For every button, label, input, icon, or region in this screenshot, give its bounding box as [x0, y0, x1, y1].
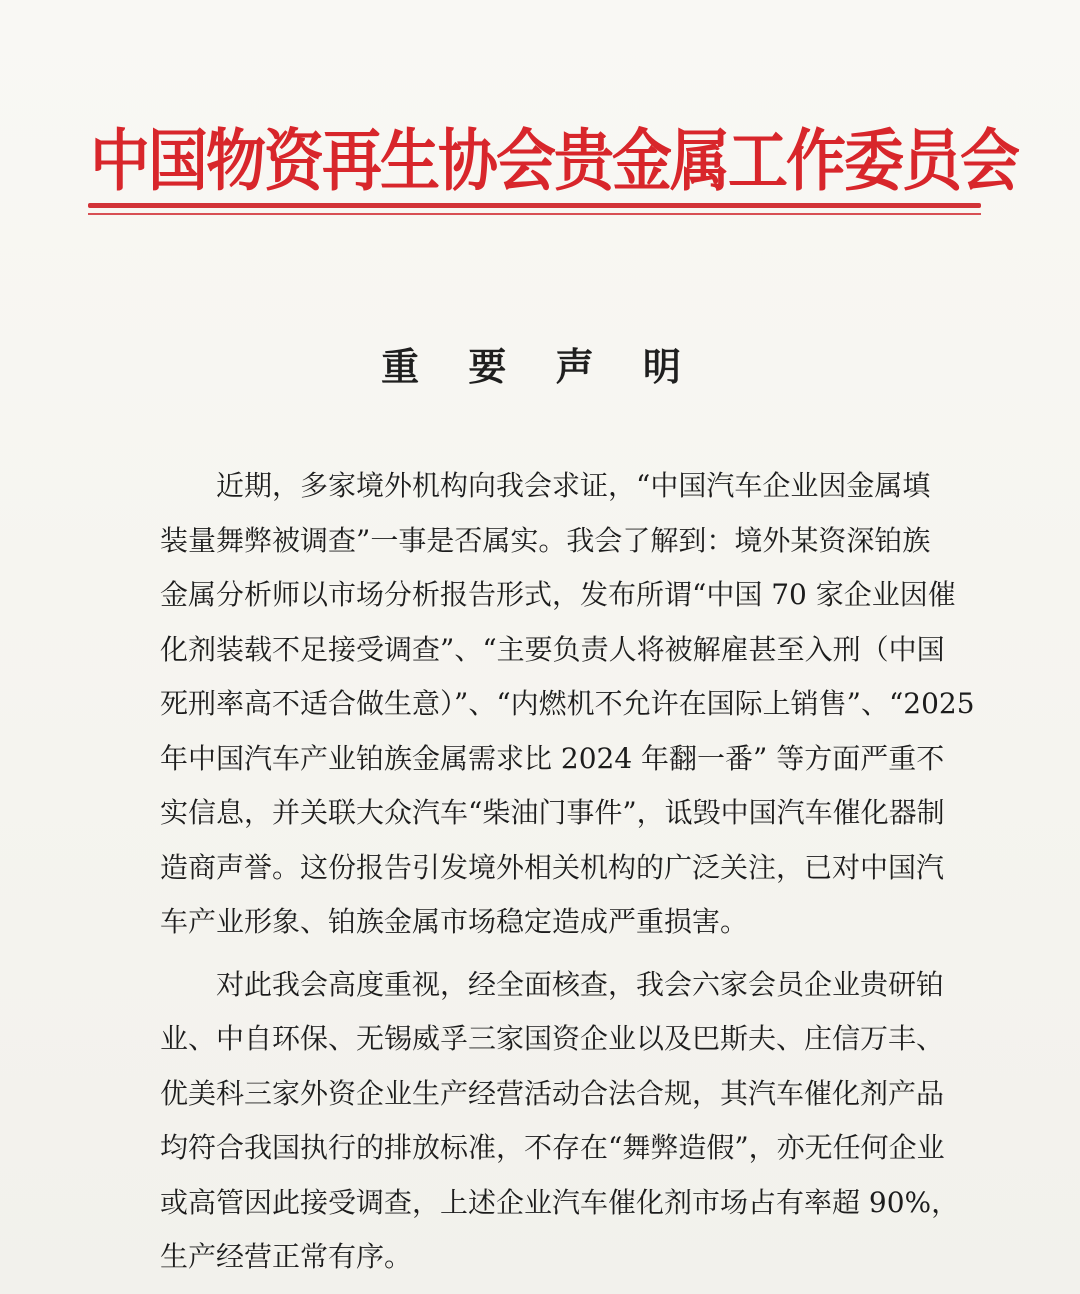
paragraph-line: 装量舞弊被调查”一事是否属实。我会了解到：境外某资深铂族 [160, 523, 931, 557]
paragraph-line: 年中国汽车产业铂族金属需求比 2024 年翻一番” 等方面严重不 [160, 741, 945, 775]
document-body [160, 459, 975, 1285]
letterhead-rule-thick [88, 203, 981, 208]
paragraph-line: 业、中自环保、无锡威孚三家国资企业以及巴斯夫、庄信万丰、 [160, 1022, 945, 1055]
paragraph-line: 或高管因此接受调查，上述企业汽车催化剂市场占有率超 90%， [160, 1185, 960, 1219]
paragraph-2 [160, 958, 960, 1285]
paragraph-1 [160, 459, 975, 950]
paragraph-line: 金属分析师以市场分析报告形式，发布所谓“中国 70 家企业因催 [160, 578, 956, 611]
paragraph-line: 车产业形象、铂族金属市场稳定造成严重损害。 [160, 905, 749, 938]
paragraph-line: 化剂装载不足接受调查”、“主要负责人将被解雇甚至入刑（中国 [160, 632, 945, 666]
document-title: 重 要 声 明 [381, 345, 699, 389]
paragraph-line: 实信息，并关联大众汽车“柴油门事件”，诋毁中国汽车催化器制 [160, 796, 945, 829]
paragraph-line: 生产经营正常有序。 [160, 1240, 413, 1273]
paragraph-line: 近期，多家境外机构向我会求证，“中国汽车企业因金属填 [216, 469, 931, 502]
paragraph-line: 对此我会高度重视，经全面核查，我会六家会员企业贵研铂 [216, 967, 945, 1001]
paragraph-line: 均符合我国执行的排放标准，不存在“舞弊造假”，亦无任何企业 [160, 1131, 945, 1164]
paragraph-line: 优美科三家外资企业生产经营活动合法合规，其汽车催化剂产品 [160, 1076, 945, 1110]
organization-letterhead: 中国物资再生协会贵金属工作委员会 [90, 122, 1018, 201]
paragraph-line: 死刑率高不适合做生意）”、“内燃机不允许在国际上销售”、“2025 [160, 687, 975, 720]
paragraph-line: 造商声誉。这份报告引发境外相关机构的广泛关注，已对中国汽 [160, 850, 945, 884]
letterhead-divider [88, 203, 981, 215]
letterhead-rule-thin [88, 213, 981, 215]
